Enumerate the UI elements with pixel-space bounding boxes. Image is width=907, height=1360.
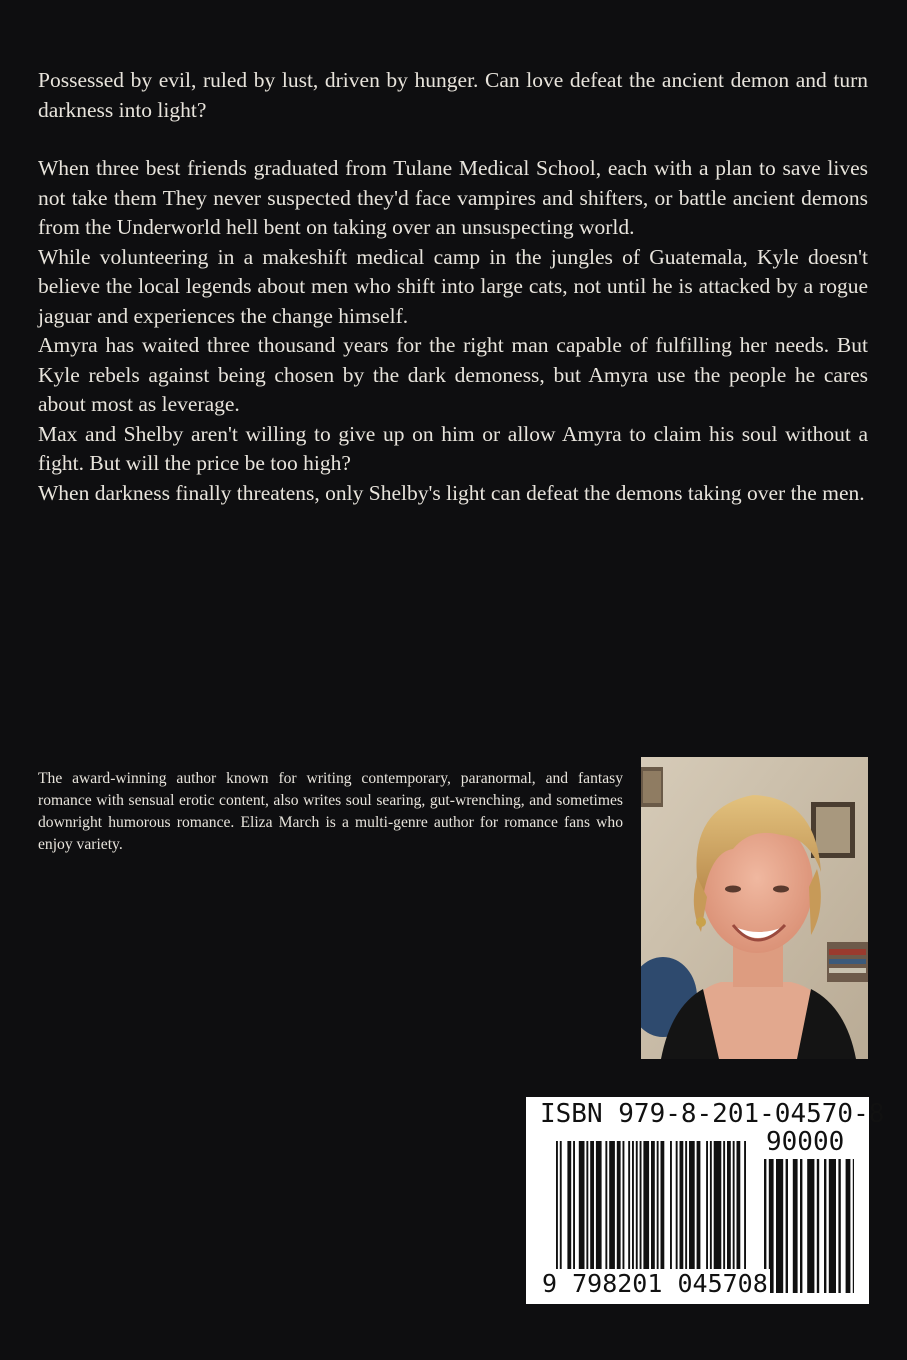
isbn-barcode: [526, 1097, 885, 1304]
barcode-addon-bars: [764, 1159, 854, 1293]
barcode-bar: [829, 1159, 836, 1293]
barcode-bar: [824, 1159, 826, 1293]
barcode-bar: [807, 1159, 814, 1293]
barcode-addon-number: 90000: [766, 1127, 845, 1157]
author-photo: [641, 757, 868, 1059]
author-bio: The award-winning author known for writing contemporary, paranormal, and fantasy romance with sensual erotic content, also writes soul searing, gut-wrenching, and sometimes downright humorous romance. Eliza March is a multi-genre author for romance fans who enjoy variety.: [38, 770, 623, 853]
isbn-label: ISBN 979-8-201-04570-8: [540, 1099, 885, 1129]
barcode-bar: [838, 1159, 840, 1293]
barcode-bar: [846, 1159, 851, 1293]
barcode-bar: [853, 1159, 854, 1293]
barcode-bar: [786, 1159, 788, 1293]
blurb-paragraph: Amyra has waited three thousand years for the right man capable of fulfilling her needs. But Kyle rebels against being chosen by the dark demoness, but Amyra use the people he cares about most as leverage.: [38, 333, 868, 416]
barcode-digits: 9 798201 045708: [542, 1269, 768, 1298]
barcode-bar: [800, 1159, 802, 1293]
barcode-bar: [776, 1159, 783, 1293]
blurb-paragraph: Max and Shelby aren't willing to give up on him or allow Amyra to claim his soul without a fight. But will the price be too high?: [38, 421, 868, 475]
blurb-paragraph: When three best friends graduated from Tulane Medical School, each with a plan to save lives not take them They never suspected they'd face vampires and shifters, or battle ancient demons from the Underworld hell bent on taking over an unsuspecting world.: [38, 156, 868, 239]
blurb-paragraph: While volunteering in a makeshift medical camp in the jungles of Guatemala, Kyle doesn't believe the local legends about men who shift into large cats, not until he is attacked by a rogue jaguar and experiences the change himself.: [38, 244, 868, 328]
back-cover-blurb: [38, 66, 868, 508]
tagline: Possessed by evil, ruled by lust, driven by hunger. Can love defeat the ancient demon and turn darkness into light?: [38, 68, 868, 122]
blurb-paragraph: When darkness finally threatens, only Shelby's light can defeat the demons taking over the men.: [38, 480, 865, 505]
barcode-bar: [817, 1159, 819, 1293]
barcode-bar: [793, 1159, 798, 1293]
